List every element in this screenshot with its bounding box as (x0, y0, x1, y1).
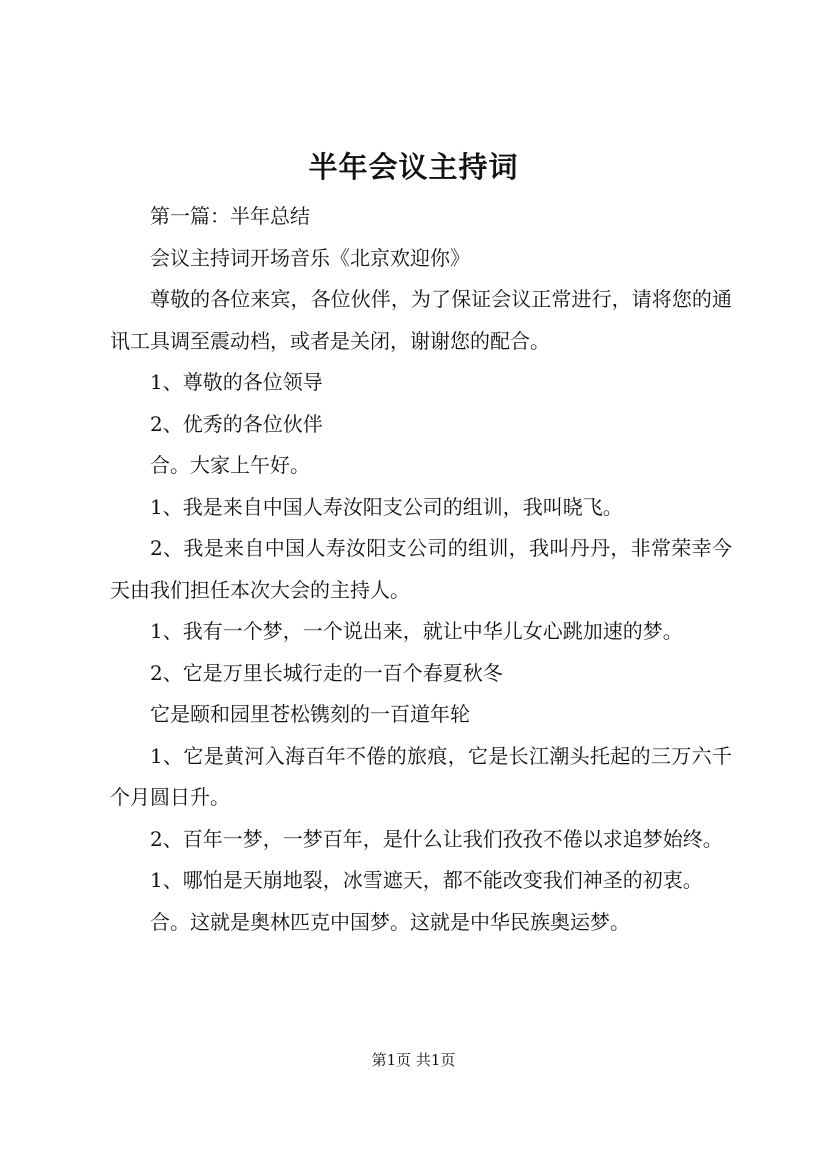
paragraph: 1、哪怕是天崩地裂，冰雪遮天，都不能改变我们神圣的初衷。 (150, 868, 703, 892)
paragraph: 2、百年一梦，一梦百年，是什么让我们孜孜不倦以求追梦始终。 (150, 826, 723, 851)
document-title: 半年会议主持词 (308, 150, 519, 184)
paragraph: 2、它是万里长城行走的一百个春夏秋冬 (150, 660, 503, 685)
paragraph: 2、我是来自中国人寿汝阳支公司的组训，我叫丹丹，非常荣幸今天由我们担任本次大会的主持人。 (110, 536, 732, 602)
paragraph: 会议主持词开场音乐《北京欢迎你》 (150, 245, 470, 270)
paragraph: 1、我是来自中国人寿汝阳支公司的组训，我叫晓飞。 (150, 494, 623, 519)
document-body (110, 196, 732, 943)
paragraph: 1、尊敬的各位领导 (150, 370, 323, 394)
paragraph: 第一篇：半年总结 (150, 204, 310, 228)
paragraph: 它是颐和园里苍松镌刻的一百道年轮 (150, 702, 470, 726)
paragraph: 1、我有一个梦，一个说出来，就让中华儿女心跳加速的梦。 (150, 619, 683, 643)
page-footer: 第1页 共1页 (371, 1051, 456, 1069)
paragraph: 合。这就是奥林匹克中国梦。这就是中华民族奥运梦。 (150, 909, 630, 934)
paragraph: 1、它是黄河入海百年不倦的旅痕，它是长江潮头托起的三万六千个月圆日升。 (110, 743, 732, 809)
paragraph: 合。大家上午好。 (150, 453, 310, 477)
paragraph: 2、优秀的各位伙伴 (150, 411, 323, 436)
paragraph: 尊敬的各位来宾，各位伙伴，为了保证会议正常进行，请将您的通讯工具调至震动档，或者是关闭，谢谢您的配合。 (110, 287, 732, 353)
